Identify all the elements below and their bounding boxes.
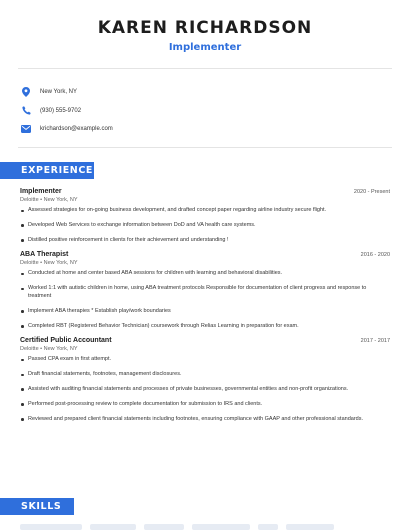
job-employer: Deloitte • New York, NY [20,197,78,203]
resume-header [0,0,410,53]
job-bullets [20,270,390,330]
job-bullet: Passed CPA exam in first attempt. [20,356,390,364]
skills-section-heading: SKILLS [0,498,74,515]
skill-chip [258,524,278,530]
job-bullet: Implement ABA therapies * Establish play/work boundaries [20,308,390,316]
contact-phone-text: (930) 555-9702 [40,107,82,114]
job-dates: 2020 - Present [353,189,390,195]
contact-location [20,83,113,101]
job-company: Deloitte [20,197,39,203]
skill-chip [20,524,82,530]
skill-chip [90,524,136,530]
job-company: Deloitte [20,260,39,267]
job-employer: Deloitte • New York, NY [20,346,78,353]
job-entry [20,188,390,244]
experience-list [20,188,390,430]
job-bullet: Draft financial statements, footnotes, management disclosures. [20,371,390,379]
job-bullet: Worked 1:1 with autistic children in home, using ABA treatment protocols Responsible for documentation of client progress and response to treatment [20,285,390,301]
contact-list [20,83,113,139]
job-bullet: Developed Web Services to exchange information between DoD and VA health care systems. [20,222,390,230]
job-bullet: Completed RBT (Registered Behavior Technician) coursework through Relias Learning in preparation for exam. [20,323,390,331]
job-employer: Deloitte • New York, NY [20,260,78,267]
job-bullet: Performed post-processing review to complete documentation for submission to IRS and clients. [20,401,390,409]
job-bullet: Reviewed and prepared client financial statements including footnotes, ensuring compliance with GAAP and other professional standards. [20,416,390,424]
job-entry [20,337,390,423]
job-bullet: Assessed strategies for on-going business development, and drafted concept paper regarding airline industry secure flight. [20,207,390,215]
skill-chips-row [20,524,334,530]
skill-chip [192,524,250,530]
skill-chip [286,524,334,530]
divider [18,68,392,69]
job-dates: 2016 - 2020 [360,252,390,259]
job-bullet: Conducted at home and center based ABA sessions for children with learning and behavioral disabilities. [20,270,390,278]
contact-location-text: New York, NY [40,89,78,95]
job-title: Implementer [20,188,62,195]
experience-section-heading: EXPERIENCE [0,162,94,179]
job-title: ABA Therapist [20,251,69,259]
location-pin-icon [20,86,32,98]
job-location: New York, NY [43,197,78,203]
job-location: New York, NY [43,260,78,267]
job-bullet: Distilled positive reinforcement in clients for their achievement and understanding ! [20,237,390,245]
job-bullets [20,207,390,244]
job-bullets [20,356,390,423]
contact-email-text: krichardson@example.com [40,126,113,132]
contact-email [20,120,113,138]
email-icon [20,123,32,135]
job-bullet: Assisted with auditing financial statements and processes of private businesses, governmental entities and non-profit organizations. [20,386,390,394]
candidate-name: KAREN RICHARDSON [97,18,313,38]
job-entry [20,251,390,330]
job-location: New York, NY [43,346,78,353]
candidate-title: Implementer [168,42,242,53]
divider [18,147,392,148]
contact-phone [20,102,113,120]
job-title: Certified Public Accountant [20,337,112,345]
job-dates: 2017 - 2017 [360,338,390,345]
phone-icon [20,105,32,117]
skill-chip [144,524,184,530]
job-company: Deloitte [20,346,39,353]
